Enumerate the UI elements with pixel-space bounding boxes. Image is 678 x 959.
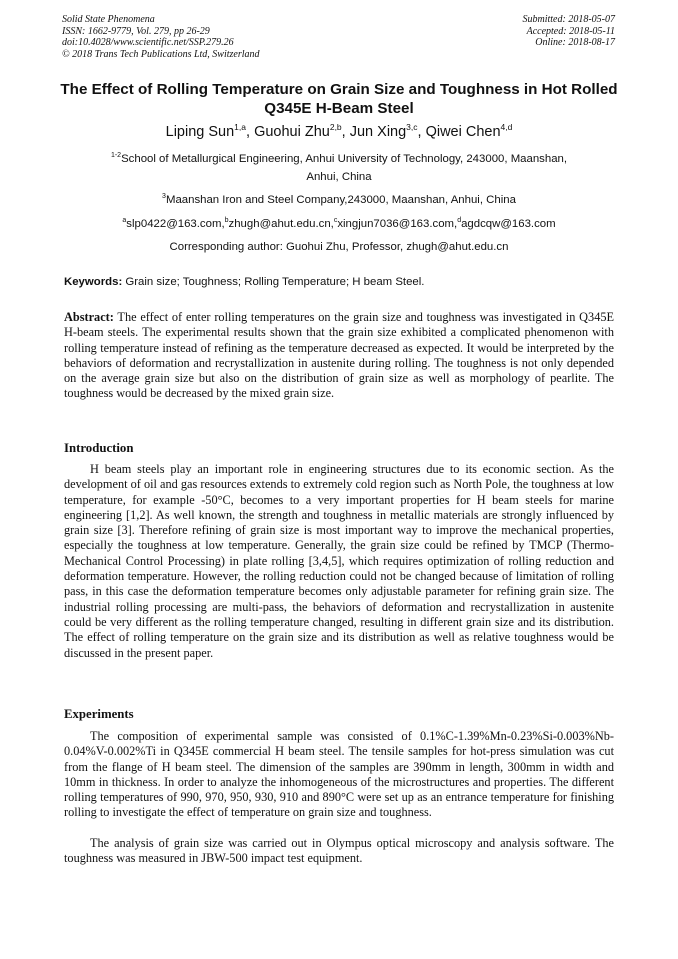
journal-info — [62, 14, 260, 60]
abstract-label: Abstract: — [64, 310, 114, 324]
author-emails — [0, 215, 678, 233]
accepted-date: Accepted: 2018-05-11 — [526, 25, 615, 37]
email-mark: c — [333, 217, 338, 224]
keywords-text: Grain size; Toughness; Rolling Temperature; H beam Steel. — [122, 276, 425, 288]
author-separator: , — [246, 124, 255, 140]
issn-line: ISSN: 1662-9779, Vol. 279, pp 26-29 — [62, 25, 210, 37]
journal-name: Solid State Phenomena — [62, 14, 155, 25]
submitted-date: Submitted: 2018-05-07 — [522, 14, 615, 25]
author-affiliation-mark: 1,a — [234, 122, 246, 132]
author-separator: , — [417, 124, 426, 140]
keywords — [64, 274, 616, 290]
email-address[interactable]: zhugh@ahut.edu.cn, — [228, 218, 334, 230]
author-name: Guohui Zhu — [254, 124, 330, 140]
abstract-text: The effect of enter rolling temperatures on the grain size and toughness was investigated in Q345E H-beam steels. The experimental results shown that the grain size exhibited a complicated phenomenon with rolling temperature instead of refining as the temperature decreased as expected. It would be interpreted by the behaviors of deformation and recrystallization in austenite during rolling. The toughness is not only depended on the average grain size but also on the distribution of grain size as well as morphology of pearlite. The toughness would be decreased by the mixed grain size. — [64, 310, 614, 401]
online-date: Online: 2018-08-17 — [535, 37, 615, 48]
affiliation-2 — [0, 191, 678, 209]
email-address[interactable]: agdcqw@163.com — [461, 218, 556, 230]
author-name: Qiwei Chen — [425, 124, 501, 140]
email-mark: a — [122, 217, 127, 224]
introduction-paragraph: H beam steels play an important role in engineering structures due to its economic section. As the development of oil and gas resources extends to extremely cold region such as North Pole, the toughness at low temperature, for example -50°C, becomes to a very important properties for H beam steels for marine engineering [1,2]. As well known, the strength and toughness in metallic materials are strongly influenced by grain size [3]. Therefore refining of grain size is most important way to improve the mechanical properties, especially the toughness at low temperature. Generally, the grain size could be refined by TMCP (Thermo-Mechanical Control Processing) in plate rolling [3,4,5], which requires optimization of rolling reduction and deformation temperature. However, the rolling reduction could not be changed because of limitation of rolling pass, in this case the deformation temperature becomes only adjustable parameter for refining grain size. The industrial rolling processing are multi-pass, the behaviors of deformation and recrystallization in austenite could be very different as the rolling temperature changed, resulting in different grain size and its distribution. The effect of rolling temperature on the grain size and its distribution as well as relative toughness would be discussed in the present paper. — [64, 462, 614, 660]
experiments-heading: Experiments — [64, 707, 134, 721]
experiments-paragraph-1: The composition of experimental sample was consisted of 0.1%C-1.39%Mn-0.23%Si-0.003%Nb-0.04%V-0.002%Ti in Q345E commercial H beam steel. The tensile samples for hot-press simulation was cut from the flange of H beam steel. The dimension of the samples are 390mm in length, 300mm in width and 10mm in thickness. In order to analyze the inhomogeneous of the microstructures and properties. The different rolling temperatures of 990, 970, 950, 930, 910 and 890°C were set up as an entrance temperature for finishing rolling to investigate the effect of temperature on grain size and toughness. — [64, 729, 614, 820]
author-separator: , — [341, 124, 350, 140]
abstract — [64, 310, 614, 402]
author-affiliation-mark: 4,d — [500, 122, 513, 132]
affiliation-text-continued: Anhui, China — [306, 171, 372, 183]
author-affiliation-mark: 2,b — [329, 122, 342, 132]
keywords-label: Keywords: — [64, 276, 123, 288]
affiliation-text: Maanshan Iron and Steel Company,243000, Maanshan, Anhui, China — [165, 194, 516, 206]
experiments-paragraph-2: The analysis of grain size was carried out in Olympus optical microscopy and analysis software. The toughness was measured in JBW-500 impact test equipment. — [64, 836, 614, 866]
paper-title: The Effect of Rolling Temperature on Grain Size and Toughness in Hot Rolled Q345E H-Beam Steel — [60, 81, 618, 117]
email-address[interactable]: xingjun7036@163.com, — [337, 218, 458, 230]
corresponding-author: Corresponding author: Guohui Zhu, Professor, zhugh@ahut.edu.cn — [169, 241, 509, 253]
affiliation-mark: 3 — [162, 193, 166, 200]
email-mark: d — [457, 217, 462, 224]
affiliation-text: School of Metallurgical Engineering, Anhui University of Technology, 243000, Maanshan, — [121, 153, 568, 165]
email-mark: b — [224, 217, 229, 224]
affiliation-mark: 1-2 — [110, 152, 122, 159]
doi-line: doi:10.4028/www.scientific.net/SSP.279.26 — [62, 37, 234, 48]
introduction-heading: Introduction — [64, 441, 134, 455]
publication-dates — [523, 14, 616, 49]
affiliation-1 — [0, 150, 678, 186]
author-affiliation-mark: 3,c — [406, 122, 418, 132]
email-address[interactable]: slp0422@163.com, — [126, 218, 225, 230]
copyright-line: © 2018 Trans Tech Publications Ltd, Switzerland — [62, 48, 260, 60]
author-list — [0, 122, 678, 142]
author-name: Liping Sun — [165, 124, 235, 140]
author-name: Jun Xing — [349, 124, 407, 140]
